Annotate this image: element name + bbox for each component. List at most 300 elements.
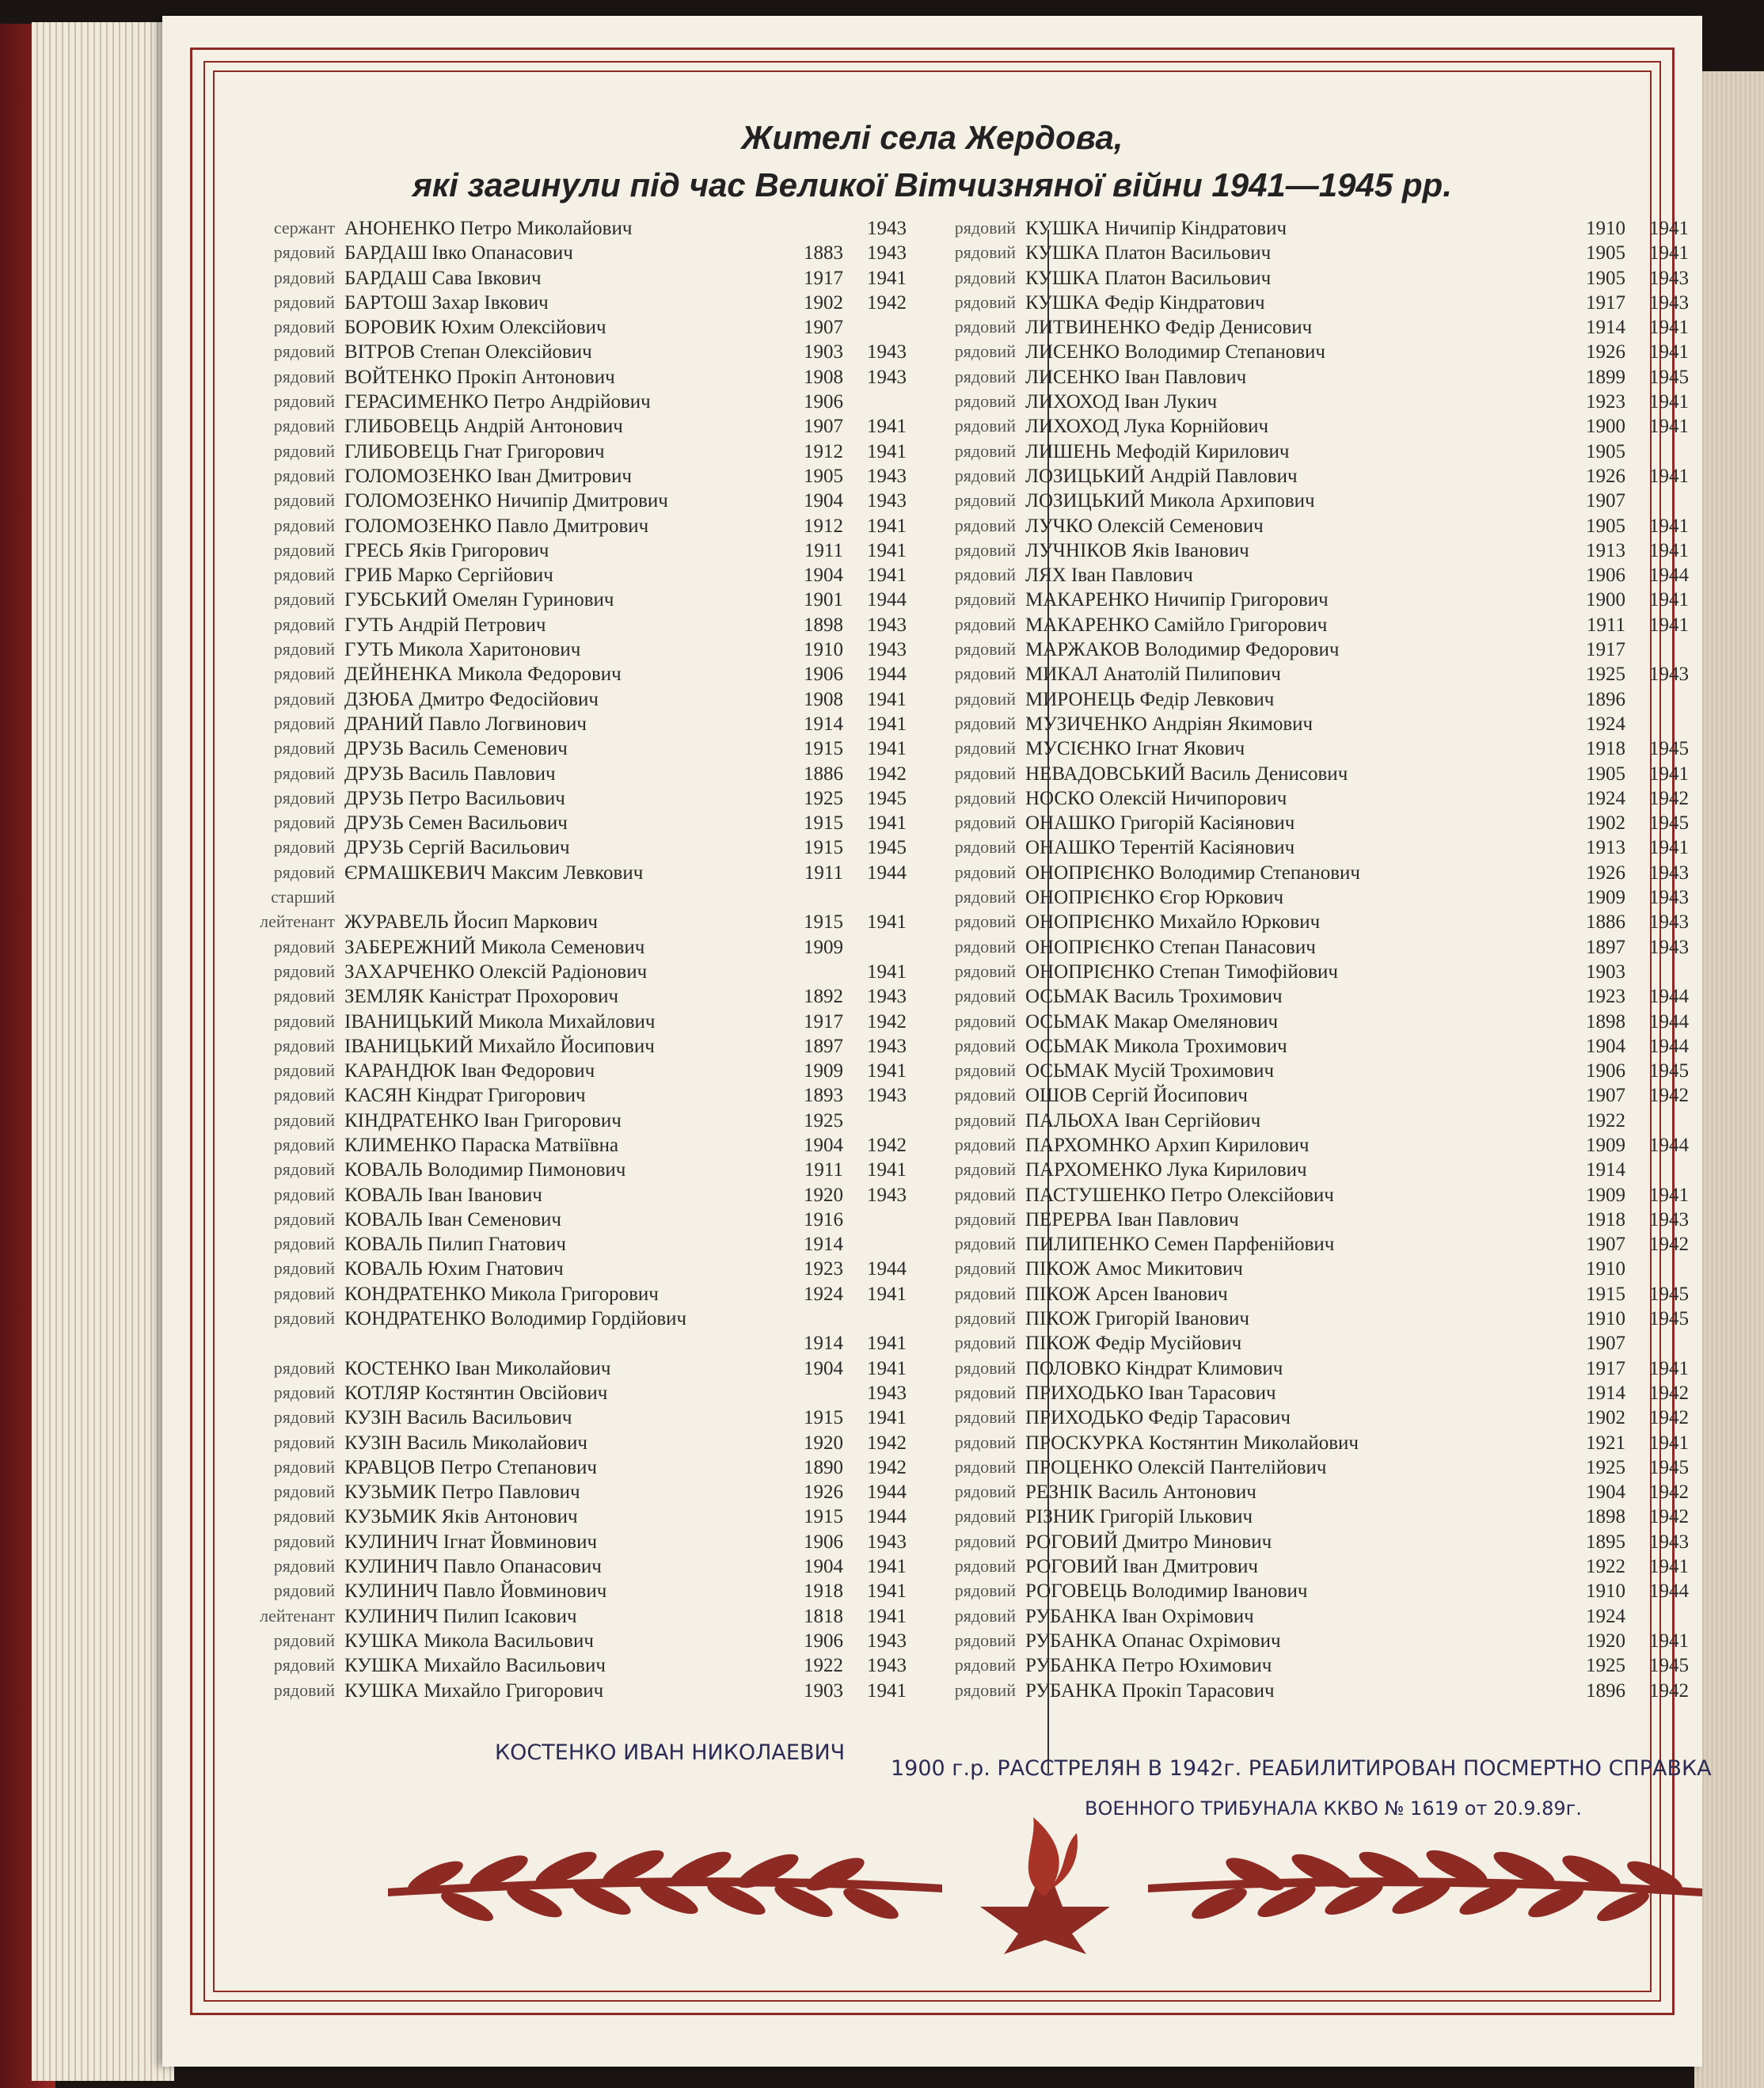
name: ПРОСКУРКА Костянтин Миколайович: [1025, 1432, 1359, 1454]
list-item: [922, 1333, 1659, 1357]
birth-year: 1924: [804, 1283, 843, 1305]
name: ПАРХОМНКО Архип Кирилович: [1025, 1134, 1310, 1156]
list-item: [922, 1357, 1689, 1382]
rank: рядовий: [954, 639, 1016, 660]
birth-year: 1906: [804, 391, 843, 413]
list-item: [241, 1457, 954, 1481]
name: РУБАНКА Петро Юхимович: [1025, 1655, 1272, 1677]
birth-year: 1902: [1586, 812, 1625, 835]
list-item: [922, 614, 1689, 639]
death-year: 1943: [1649, 861, 1689, 884]
death-year: 1945: [867, 837, 907, 859]
death-year: 1942: [1649, 1382, 1689, 1404]
death-year: 1942: [1649, 1481, 1689, 1504]
name: ПИЛИПЕНКО Семен Парфенійович: [1025, 1234, 1335, 1256]
name: ЛИХОХОД Лука Корнійович: [1025, 416, 1269, 438]
list-item: [241, 1481, 954, 1506]
name: МИКАЛ Анатолій Пилипович: [1025, 664, 1281, 686]
list-item: [922, 911, 1689, 936]
birth-year: 1913: [1586, 539, 1625, 561]
name: РОГОВИЙ Дмитро Минович: [1025, 1531, 1272, 1553]
list-item: [922, 1556, 1689, 1580]
name: ГЕРАСИМЕНКО Петро Андрійович: [344, 391, 651, 413]
rank: рядовий: [954, 837, 1016, 858]
name: МАРЖАКОВ Володимир Федорович: [1025, 639, 1340, 661]
list-item: [922, 713, 1659, 738]
name: ПЕРЕРВА Іван Павлович: [1025, 1208, 1239, 1230]
list-item: [922, 1208, 1689, 1234]
list-item: [241, 1185, 954, 1209]
rank: рядовий: [954, 366, 1016, 386]
death-year: 1941: [867, 440, 907, 462]
rank: рядовий: [273, 1184, 335, 1204]
death-year: 1941: [867, 812, 907, 835]
death-year: 1941: [1649, 837, 1689, 859]
list-item: [241, 1284, 954, 1308]
name: ЗАХАРЧЕНКО Олексій Радіонович: [344, 960, 648, 983]
rank: рядовий: [954, 1159, 1016, 1180]
list-item: [922, 837, 1689, 861]
name: ЛИХОХОД Іван Лукич: [1025, 391, 1218, 413]
list-item: [241, 1036, 954, 1060]
birth-year: 1926: [1586, 341, 1625, 363]
list-item: [241, 738, 954, 763]
rank: рядовий: [273, 1556, 335, 1576]
birth-year: 1915: [804, 837, 843, 859]
list-item: [922, 391, 1689, 416]
rank: рядовий: [954, 1655, 1016, 1675]
list-item: [922, 639, 1659, 664]
birth-year: 1913: [1586, 837, 1625, 859]
birth-year: 1925: [804, 1109, 843, 1131]
birth-year: 1907: [1586, 1333, 1625, 1355]
birth-year: 1899: [1586, 366, 1625, 388]
list-item: [241, 713, 954, 738]
birth-year: 1893: [804, 1085, 843, 1107]
rank: рядовий: [954, 1333, 1016, 1353]
rank: рядовий: [273, 440, 335, 461]
death-year: 1944: [867, 1481, 907, 1504]
rank: рядовий: [954, 1456, 1016, 1477]
birth-year: 1892: [804, 986, 843, 1008]
death-year: 1945: [1649, 1655, 1689, 1677]
death-year: 1945: [1649, 366, 1689, 388]
rank: рядовий: [954, 1407, 1016, 1428]
birth-year: 1883: [804, 242, 843, 264]
birth-year: 1901: [804, 589, 843, 611]
birth-year: 1897: [1586, 936, 1625, 958]
birth-year: 1910: [1586, 1308, 1625, 1330]
name: БАРДАШ Сава Івкович: [344, 267, 542, 289]
death-year: 1943: [867, 986, 907, 1008]
list-item: [241, 317, 954, 341]
birth-year: 1906: [1586, 565, 1625, 587]
birth-year: 1908: [804, 688, 843, 710]
name: ПІКОЖ Амос Микитович: [1025, 1258, 1243, 1280]
birth-year: 1912: [804, 515, 843, 537]
name: ЗАБЕРЕЖНИЙ Микола Семенович: [344, 936, 645, 958]
name: ДЗЮБА Дмитро Федосійович: [344, 688, 599, 710]
list-item: [922, 565, 1689, 589]
list-item: [241, 1432, 954, 1457]
death-year: 1941: [1649, 341, 1689, 363]
death-year: 1944: [1649, 565, 1689, 587]
birth-year: 1920: [804, 1184, 843, 1206]
birth-year: 1918: [1586, 738, 1625, 760]
name: ДЕЙНЕНКА Микола Федорович: [344, 664, 622, 686]
list-item: [922, 242, 1689, 267]
list-item: [922, 1184, 1689, 1209]
birth-year: 1917: [1586, 291, 1625, 314]
birth-year: 1904: [804, 1556, 843, 1578]
birth-year: 1914: [1586, 1159, 1625, 1181]
death-year: 1943: [1649, 911, 1689, 934]
rank: рядовий: [273, 1679, 335, 1700]
birth-year: 1911: [804, 861, 843, 884]
death-year: 1944: [867, 1506, 907, 1528]
birth-year: 1905: [804, 465, 843, 487]
death-year: 1942: [867, 1134, 907, 1156]
birth-year: 1896: [1586, 1679, 1625, 1702]
death-year: 1943: [1649, 936, 1689, 958]
rank: рядовий: [954, 1134, 1016, 1154]
book-spine-cloth: [1694, 71, 1764, 2088]
rank: рядовий: [954, 490, 1016, 511]
rank: рядовий: [273, 1432, 335, 1452]
birth-year: 1898: [1586, 1506, 1625, 1528]
list-item: [922, 1606, 1659, 1630]
name: БОРОВИК Юхим Олексійович: [344, 317, 606, 339]
birth-year: 1924: [1586, 713, 1625, 735]
name: КЛИМЕНКО Параска Матвіївна: [344, 1134, 619, 1156]
name: ЛИТВИНЕНКО Федір Денисович: [1025, 317, 1313, 339]
list-item: [922, 341, 1689, 366]
list-item: [241, 1407, 954, 1432]
death-year: 1945: [1649, 738, 1689, 760]
name: ВОЙТЕНКО Прокіп Антонович: [344, 366, 615, 388]
rank: рядовий: [954, 291, 1016, 312]
death-year: 1941: [1649, 539, 1689, 561]
rank: рядовий: [273, 267, 335, 287]
list-item: [241, 1308, 954, 1333]
rank: рядовий: [273, 1357, 335, 1378]
birth-year: 1890: [804, 1456, 843, 1478]
name: КРАВЦОВ Петро Степанович: [344, 1456, 597, 1478]
name: ЛЯХ Іван Павлович: [1025, 565, 1193, 587]
death-year: 1942: [867, 1456, 907, 1478]
rank: рядовий: [273, 1630, 335, 1650]
rank: рядовий: [273, 341, 335, 362]
list-item: [241, 218, 954, 242]
list-item: [241, 837, 954, 861]
rank: рядовий: [954, 1234, 1016, 1254]
death-year: 1943: [1649, 887, 1689, 909]
rank: рядовий: [954, 1679, 1016, 1700]
rank: рядовий: [954, 440, 1016, 461]
rank: рядовий: [273, 763, 335, 783]
name: ГРИБ Марко Сергійович: [344, 565, 553, 587]
birth-year: 1907: [804, 416, 843, 438]
death-year: 1943: [1649, 1531, 1689, 1553]
birth-year: 1905: [1586, 267, 1625, 289]
name: МУСІЄНКО Ігнат Якович: [1025, 738, 1245, 760]
name: ЛУЧНІКОВ Яків Іванович: [1025, 539, 1249, 561]
name: ОНОПРІЄНКО Михайло Юркович: [1025, 911, 1321, 934]
rank: рядовий: [954, 1382, 1016, 1402]
rank: рядовий: [273, 664, 335, 684]
death-year: 1941: [1649, 1432, 1689, 1454]
name: ОНОПРІЄНКО Степан Панасович: [1025, 936, 1316, 958]
death-year: 1944: [1649, 1134, 1689, 1156]
page-subtitle: які загинули під час Великої Вітчизняної війни 1941—1945 рр.: [412, 166, 1452, 203]
list-item: [922, 1506, 1689, 1531]
death-year: 1941: [867, 738, 907, 760]
name: КОВАЛЬ Пилип Гнатович: [344, 1234, 566, 1256]
name: ОНОПРІЄНКО Степан Тимофійович: [1025, 960, 1338, 983]
rank: рядовий: [954, 738, 1016, 759]
name: ГУТЬ Андрій Петрович: [344, 614, 546, 636]
name: ГОЛОМОЗЕНКО Павло Дмитрович: [344, 515, 649, 537]
name: ОСЬМАК Макар Омелянович: [1025, 1010, 1279, 1033]
list-item: [922, 1085, 1689, 1109]
rank: рядовий: [954, 664, 1016, 684]
list-item: [922, 1630, 1689, 1655]
birth-year: 1911: [804, 539, 843, 561]
rank: рядовий: [954, 1630, 1016, 1650]
rank: рядовий: [954, 1010, 1016, 1031]
name: ОНАШКО Терентій Касіянович: [1025, 837, 1295, 859]
rank: рядовий: [954, 1506, 1016, 1527]
birth-year: 1921: [1586, 1432, 1625, 1454]
rank: рядовий: [273, 1035, 335, 1055]
birth-year: 1886: [804, 763, 843, 785]
birth-year: 1917: [1586, 639, 1625, 661]
list-item: [241, 1580, 954, 1605]
birth-year: 1925: [1586, 1456, 1625, 1478]
death-year: 1943: [867, 490, 907, 512]
death-year: 1943: [867, 366, 907, 388]
list-item: [241, 1110, 954, 1135]
birth-year: 1912: [804, 440, 843, 462]
birth-year: 1923: [1586, 986, 1625, 1008]
rank: рядовий: [954, 960, 1016, 981]
death-year: 1943: [867, 614, 907, 636]
rank: рядовий: [273, 614, 335, 634]
list-item: [241, 441, 954, 466]
rank: рядовий: [273, 1506, 335, 1527]
birth-year: 1909: [804, 936, 843, 958]
birth-year: 1898: [1586, 1010, 1625, 1033]
death-year: 1941: [867, 267, 907, 289]
list-item: [241, 812, 954, 837]
rank: рядовий: [954, 812, 1016, 833]
death-year: 1942: [867, 1432, 907, 1454]
page-edges: [32, 22, 174, 2081]
birth-year: 1904: [1586, 1481, 1625, 1504]
list-item: [241, 887, 954, 911]
name: ГОЛОМОЗЕНКО Ничипір Дмитрович: [344, 490, 668, 512]
list-item: [241, 1234, 954, 1258]
rank: лейтенант: [260, 911, 335, 932]
list-item: [922, 1035, 1689, 1060]
name: ОНАШКО Григорій Касіянович: [1025, 812, 1295, 835]
name: МАКАРЕНКО Самійло Григорович: [1025, 614, 1328, 636]
rank: рядовий: [273, 366, 335, 386]
death-year: 1941: [867, 1580, 907, 1603]
rank: рядовий: [954, 1085, 1016, 1105]
rank: рядовий: [273, 490, 335, 511]
list-item: [241, 416, 954, 440]
list-item: [922, 1234, 1689, 1258]
name: ПРОЦЕНКО Олексій Пантелійович: [1025, 1456, 1327, 1478]
list-item: [241, 1159, 954, 1184]
death-year: 1941: [1649, 614, 1689, 636]
death-year: 1941: [1649, 242, 1689, 264]
name: ГРЕСЬ Яків Григорович: [344, 539, 549, 561]
birth-year: 1896: [1586, 688, 1625, 710]
rank: старший: [271, 887, 335, 907]
rank: рядовий: [273, 1159, 335, 1180]
name: МАКАРЕНКО Ничипір Григорович: [1025, 589, 1329, 611]
list-item: [241, 1655, 954, 1679]
birth-year: 1915: [804, 1407, 843, 1429]
list-item: [922, 664, 1689, 688]
rank: рядовий: [273, 1234, 335, 1254]
birth-year: 1917: [804, 1010, 843, 1033]
list-item: [241, 1506, 954, 1531]
list-item: [241, 986, 954, 1010]
list-item: [241, 341, 954, 366]
name: ЛОЗИЦЬКИЙ Микола Архипович: [1025, 490, 1315, 512]
birth-year: 1907: [1586, 1085, 1625, 1107]
death-year: 1941: [1649, 1630, 1689, 1652]
death-year: 1944: [1649, 1035, 1689, 1057]
list-item: [922, 1407, 1689, 1432]
rank: рядовий: [954, 688, 1016, 709]
death-year: 1942: [1649, 1679, 1689, 1702]
death-year: 1942: [1649, 787, 1689, 809]
name: ЗЕМЛЯК Каністрат Прохорович: [344, 986, 619, 1008]
rank: рядовий: [273, 1085, 335, 1105]
list-item: [241, 788, 954, 812]
death-year: 1941: [867, 416, 907, 438]
rank: рядовий: [954, 1605, 1016, 1626]
name: ПАРХОМЕНКО Лука Кирилович: [1025, 1159, 1307, 1181]
rank: рядовий: [273, 787, 335, 808]
rank: рядовий: [273, 1283, 335, 1303]
rank: рядовий: [954, 465, 1016, 485]
list-item: [922, 738, 1689, 763]
death-year: 1943: [867, 1035, 907, 1057]
birth-year: 1920: [804, 1432, 843, 1454]
name: КУЛИНИЧ Пилип Ісакович: [344, 1605, 577, 1627]
handwritten-note-detail: 1900 г.р. РАССТРЕЛЯН В 1942г. РЕАБИЛИТИРОВАН ПОСМЕРТНО СПРАВКА: [891, 1756, 1712, 1781]
list-item: [241, 268, 954, 292]
list-item: [922, 317, 1689, 341]
death-year: 1941: [1649, 416, 1689, 438]
list-item: [922, 416, 1689, 440]
rank: рядовий: [273, 1531, 335, 1551]
list-item: [241, 763, 954, 788]
death-year: 1941: [867, 1556, 907, 1578]
rank: рядовий: [954, 1432, 1016, 1452]
list-item: [922, 1481, 1689, 1506]
death-year: 1943: [1649, 664, 1689, 686]
list-item: [922, 812, 1689, 837]
list-item: [241, 1556, 954, 1580]
handwritten-note-name: КОСТЕНКО ИВАН НИКОЛАЕВИЧ: [495, 1740, 846, 1765]
death-year: 1941: [1649, 1357, 1689, 1379]
rank: рядовий: [954, 713, 1016, 733]
birth-year: 1925: [1586, 1655, 1625, 1677]
birth-year: 1818: [804, 1605, 843, 1627]
name: КУЗІН Василь Миколайович: [344, 1432, 587, 1454]
list-item: [922, 218, 1689, 242]
name: НОСКО Олексій Ничипорович: [1025, 787, 1287, 809]
death-year: 1941: [867, 1283, 907, 1305]
rank: рядовий: [273, 837, 335, 858]
rank: рядовий: [273, 861, 335, 882]
death-year: 1941: [867, 1060, 907, 1082]
birth-year: 1900: [1586, 416, 1625, 438]
rank: рядовий: [954, 1531, 1016, 1551]
rank: рядовий: [954, 218, 1016, 238]
name: ПІКОЖ Григорій Іванович: [1025, 1308, 1250, 1330]
name: КІНДРАТЕНКО Іван Григорович: [344, 1109, 622, 1131]
death-year: 1941: [867, 1333, 907, 1355]
list-item: [922, 1655, 1689, 1679]
list-item: [241, 1630, 954, 1655]
birth-year: 1910: [1586, 218, 1625, 239]
death-year: 1941: [867, 515, 907, 537]
rank: рядовий: [273, 416, 335, 436]
birth-year: 1904: [804, 565, 843, 587]
birth-year: 1915: [1586, 1283, 1625, 1305]
birth-year: 1925: [1586, 664, 1625, 686]
name: ДРУЗЬ Петро Васильович: [344, 787, 565, 809]
death-year: 1943: [867, 1630, 907, 1652]
death-year: 1943: [867, 1655, 907, 1677]
list-item: [241, 242, 954, 267]
list-item: [241, 911, 954, 936]
birth-year: 1904: [1586, 1035, 1625, 1057]
birth-year: 1916: [804, 1208, 843, 1230]
birth-year: 1922: [804, 1655, 843, 1677]
name: АНОНЕНКО Петро Миколайович: [344, 218, 633, 239]
birth-year: 1904: [804, 490, 843, 512]
birth-year: 1908: [804, 366, 843, 388]
list-item: [241, 614, 954, 639]
list-item: [922, 1134, 1689, 1159]
list-item: [922, 1456, 1689, 1481]
list-item: [241, 1531, 954, 1556]
name: ГУТЬ Микола Харитонович: [344, 639, 581, 661]
name: КУЛИНИЧ Ігнат Йовминович: [344, 1531, 598, 1553]
list-item: [922, 267, 1689, 292]
list-item: [922, 1580, 1689, 1605]
name: ОШОВ Сергій Йосипович: [1025, 1085, 1248, 1107]
rank: рядовий: [954, 1109, 1016, 1130]
name: РЕЗНІК Василь Антонович: [1025, 1481, 1256, 1504]
list-item: [922, 787, 1689, 812]
death-year: 1941: [1649, 317, 1689, 339]
name: ПАЛЬОХА Іван Сергійович: [1025, 1109, 1261, 1131]
rank: рядовий: [954, 1357, 1016, 1378]
birth-year: 1895: [1586, 1531, 1625, 1553]
name: ЄРМАШКЕВИЧ Максим Левкович: [344, 861, 644, 884]
rank: рядовий: [273, 738, 335, 759]
birth-year: 1909: [804, 1060, 843, 1082]
